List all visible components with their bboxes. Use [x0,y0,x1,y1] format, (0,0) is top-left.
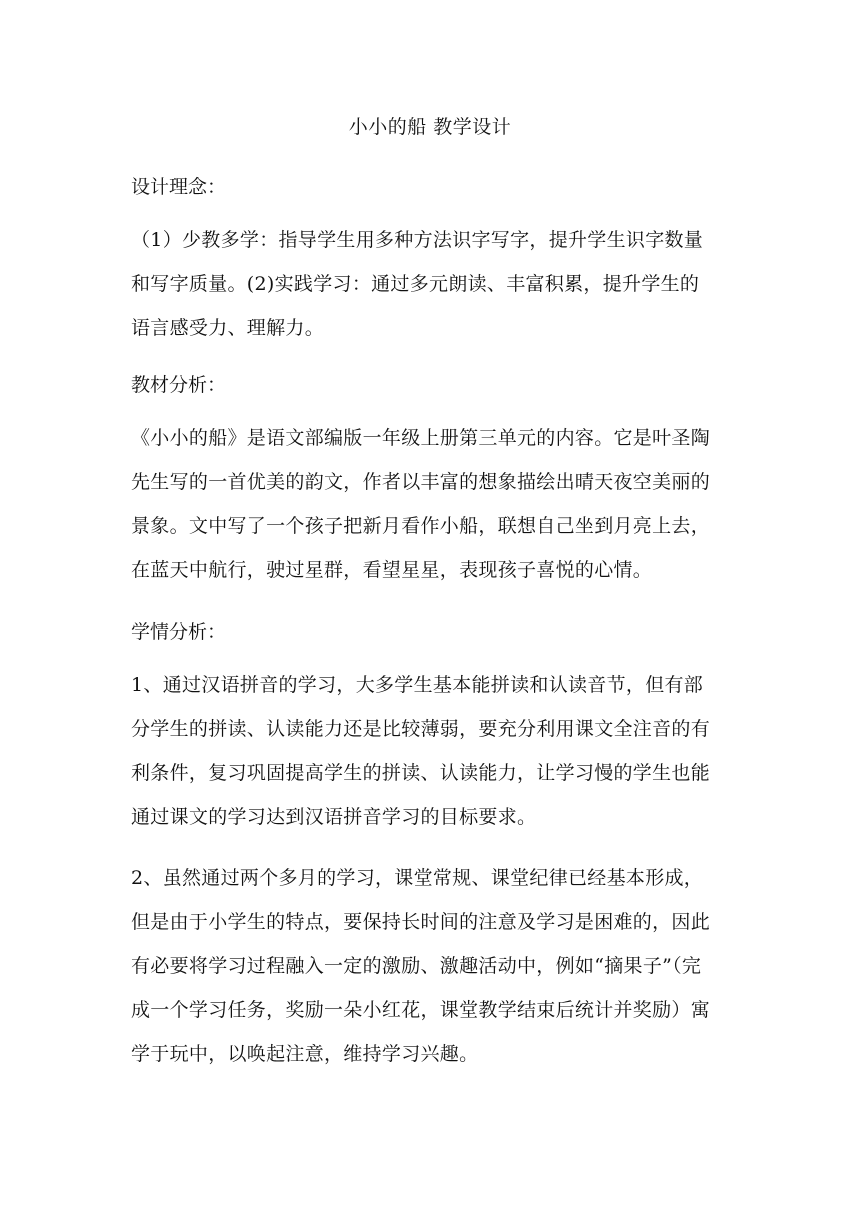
text-line: 先生写的一首优美的韵文，作者以丰富的想象描绘出晴天夜空美丽的 [131,471,711,493]
text-line: 有必要将学习过程融入一定的激励、激趣活动中，例如“摘果子”（完 [131,955,702,977]
text-line: 成一个学习任务，奖励一朵小红花，课堂教学结束后统计并奖励）寓 [131,999,711,1021]
text-line: 通过课文的学习达到汉语拼音学习的目标要求。 [131,806,537,828]
paragraph-textbook-analysis [131,416,731,592]
text-line: 1、通过汉语拼音的学习，大多学生基本能拼读和认读音节，但有部 [131,674,704,696]
heading-student-analysis: 学情分析： [131,621,227,643]
text-line: （1）少教多学：指导学生用多种方法识字写字，提升学生识字数量 [131,229,704,251]
text-line: 《小小的船》是语文部编版一年级上册第三单元的内容。它是叶圣陶 [131,427,711,449]
text-line: 在蓝天中航行，驶过星群，看望星星，表现孩子喜悦的心情。 [131,559,653,581]
paragraph-student-analysis-1 [131,663,731,839]
text-line: 2、虽然通过两个多月的学习，课堂常规、课堂纪律已经基本形成， [131,867,704,889]
text-line: 和写字质量。(2)实践学习：通过多元朗读、丰富积累，提升学生的 [131,273,700,295]
paragraph-student-analysis-2 [131,856,731,1076]
document-title: 小小的船 教学设计 [348,116,512,138]
text-line: 但是由于小学生的特点，要保持长时间的注意及学习是困难的，因此 [131,911,711,933]
text-line: 学于玩中，以唤起注意，维持学习兴趣。 [131,1043,479,1065]
text-line: 利条件，复习巩固提高学生的拼读、认读能力，让学习慢的学生也能 [131,762,711,784]
text-line: 语言感受力、理解力。 [131,317,325,339]
heading-design-concept: 设计理念： [131,176,227,198]
text-line: 分学生的拼读、认读能力还是比较薄弱，要充分利用课文全注音的有 [131,718,711,740]
heading-textbook-analysis: 教材分析： [131,374,227,396]
text-line: 景象。文中写了一个孩子把新月看作小船，联想自己坐到月亮上去， [131,515,711,537]
paragraph-design-concept [131,218,731,350]
